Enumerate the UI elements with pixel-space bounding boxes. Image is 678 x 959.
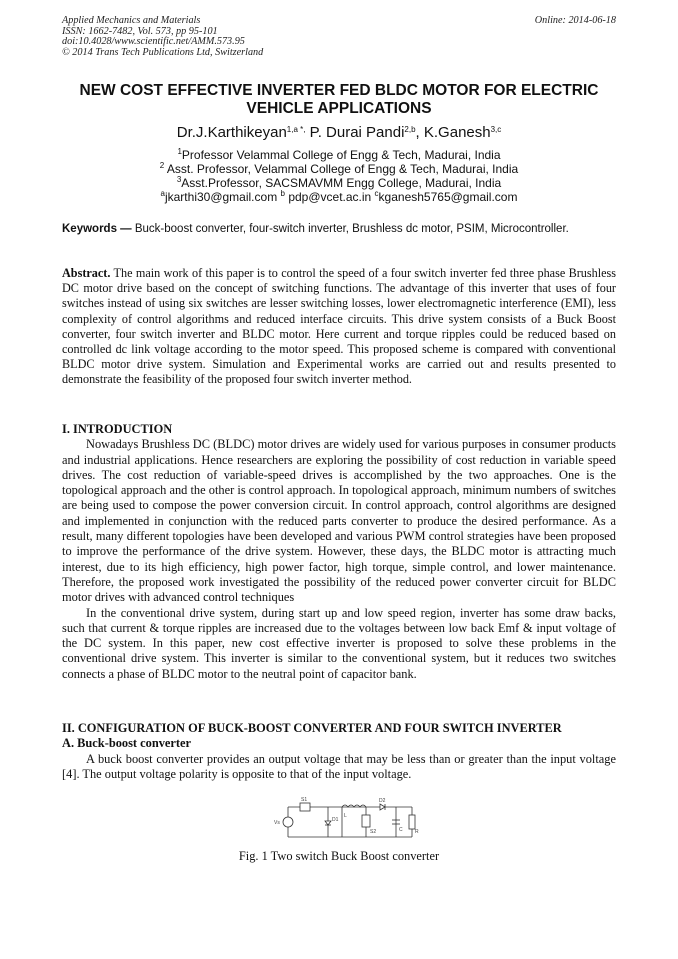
label-inductor: L xyxy=(344,813,347,819)
abstract xyxy=(62,266,616,388)
author-2-sup: 2,b xyxy=(404,125,416,134)
label-capacitor: C xyxy=(399,827,403,833)
email-b-sup: b xyxy=(280,189,285,198)
keywords-label: Keywords — xyxy=(62,223,132,235)
author-3-sup: 3,c xyxy=(490,125,502,134)
author-1-sup: 1,a *, xyxy=(286,125,306,134)
affiliation-3 xyxy=(62,176,616,190)
introduction-paragraph-2: In the conventional drive system, during start up and low speed region, inverter has some draw backs, such that current & torque ripples are increased due to the voltages between low back Emf & input voltage of the DC system. In this paper, new cost effective inverter is proposed to solve these problems in the conventional drive system. This inverter is similar to the conventional system, but it reduces two switches connects a phase of BLDC motor to the neutral point of capacitor bank. xyxy=(62,605,616,681)
introduction-section xyxy=(62,422,616,682)
label-diode-2: D2 xyxy=(379,798,386,804)
abstract-label: Abstract. xyxy=(62,266,111,280)
buck-boost-circuit-diagram xyxy=(270,797,420,843)
author-3: , K.Ganesh xyxy=(415,124,491,141)
affiliation-2 xyxy=(62,162,616,176)
authors xyxy=(62,124,616,141)
label-source: Vs xyxy=(274,820,280,826)
affiliation-2-text: Asst. Professor, Velammal College of Engg & Tech, Madurai, India xyxy=(164,162,519,176)
buck-boost-subheading: A. Buck-boost converter xyxy=(62,736,192,751)
affiliation-1-sup: 1 xyxy=(177,147,182,156)
affiliation-1-text: Professor Velammal College of Engg & Tech, Madurai, India xyxy=(181,148,501,162)
introduction-heading: I. INTRODUCTION xyxy=(62,422,173,436)
configuration-heading: II. CONFIGURATION OF BUCK-BOOST CONVERTER AND FOUR SWITCH INVERTER xyxy=(62,721,562,735)
email-a: jkarthi30@gmail.com xyxy=(164,190,281,204)
author-emails xyxy=(62,190,616,204)
issn: ISSN: 1662-7482, Vol. 573, pp 95-101 xyxy=(62,25,218,37)
label-switch-2: S2 xyxy=(370,829,377,835)
label-load: R xyxy=(415,829,419,835)
introduction-paragraph-1: Nowadays Brushless DC (BLDC) motor drives are widely used for various purposes in consumer products and industrial applications. Hence researchers are exploring the possibility of cost reduction in variable speed drives. The cost reduction of variable-speed drives is accomplished by the two approaches. One is the topological approach and the other is control approach. In topological approach, minimum numbers of switches are being used to compose the power conversion circuit. In control approach, control algorithms are designed and implemented in conjunction with the reduced parts converter to produce the desired performance. As a result, many different topologies have been developed and various PWM control strategies have been proposed to improve the performance of the drive system. However, these days, the BLDC motor is attracting much interest, due to its high efficiency, high power factor, high torque, simple control, and lower maintenance. Therefore, the proposed work investigated the possibility of the reduced power converter circuit for BLDC motor drives with advanced control techniques xyxy=(62,437,616,605)
online-date: Online: 2014-06-18 xyxy=(534,15,616,26)
paper-title: NEW COST EFFECTIVE INVERTER FED BLDC MOTOR FOR ELECTRIC VEHICLE APPLICATIONS xyxy=(79,82,599,117)
figure-caption: Fig. 1 Two switch Buck Boost converter xyxy=(238,849,440,863)
email-b: pdp@vcet.ac.in xyxy=(284,190,375,204)
keywords xyxy=(62,222,616,236)
affiliation-3-text: Asst.Professor, SACSMAVMM Engg College, Madurai, India xyxy=(181,176,502,190)
configuration-section xyxy=(62,721,616,782)
label-diode-1: D1 xyxy=(332,817,339,823)
affiliations xyxy=(62,148,616,204)
copyright: © 2014 Trans Tech Publications Ltd, Switzerland xyxy=(62,46,264,58)
keywords-text: Buck-boost converter, four-switch inverter, Brushless dc motor, PSIM, Microcontroller. xyxy=(131,223,569,235)
author-2: P. Durai Pandi xyxy=(305,124,405,141)
buck-boost-paragraph: A buck boost converter provides an output voltage that may be less than or greater than the input voltage [4]. The output voltage polarity is opposite to that of the input voltage. xyxy=(62,751,616,781)
journal-header xyxy=(62,16,616,58)
email-c-sup: c xyxy=(374,189,379,198)
affiliation-1 xyxy=(62,148,616,162)
affiliation-3-sup: 3 xyxy=(176,175,182,184)
label-switch-1: S1 xyxy=(301,797,308,803)
doi: doi:10.4028/www.scientific.net/AMM.573.95 xyxy=(62,36,245,47)
author-1: Dr.J.Karthikeyan xyxy=(176,124,287,141)
email-c: kganesh5765@gmail.com xyxy=(378,190,518,204)
journal-name: Applied Mechanics and Materials xyxy=(62,15,201,26)
abstract-text: The main work of this paper is to control the speed of a four switch inverter fed three phase Brushless DC motor drive based on the concept of switching functions. The advantage of this inverter that uses of four switches instead of using six switches are lesser switching losses, lower electromagnetic interference (EMI), less complexity of control algorithms and reduced interface circuits. This drive system consists of a Buck Boost converter, four switch inverter and BLDC motor. Here current and torque ripples could be reduced based on controlled dc link voltage according to the motor speed. This proposed scheme is compared with conventional BLDC motor drive system. Simulation and Experimental works are carried out and results presented to demonstrate the feasibility of the proposed four switch inverter method. xyxy=(62,266,616,387)
email-a-sup: a xyxy=(160,189,165,198)
affiliation-2-sup: 2 xyxy=(159,161,165,170)
